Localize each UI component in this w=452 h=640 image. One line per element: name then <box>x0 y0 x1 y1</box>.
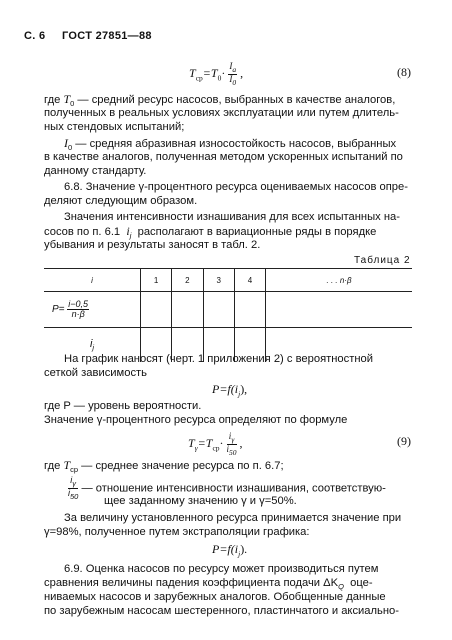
definition-t0: где $T_0$ — средний ресурс насосов, выбранных в качестве аналогов, <box>44 92 396 109</box>
standard-number: ГОСТ 27851—88 <box>62 30 152 42</box>
definition-i0: $I_0$ — средняя абразивная износостойкость насосов, выбранных <box>64 136 397 153</box>
table-row <box>44 292 412 328</box>
definition-i0-line3: данному стандарту. <box>44 165 147 177</box>
table-header-cell: 3 <box>203 269 234 292</box>
definition-tcp: где $T_{ср}$ — среднее значение ресурса по п. 6.7; <box>44 458 284 475</box>
clause-6-9-line4: по зарубежным насосам шестеренного, пластинчатого и аксиально- <box>44 605 399 617</box>
table-cell <box>234 292 265 328</box>
definition-t0-line3: ных стендовых испытаний; <box>44 121 185 133</box>
clause-6-9: 6.9. Оценка насосов по ресурсу может производиться путем <box>64 563 379 575</box>
paragraph-values-line3: убывания и результаты заносят в табл. 2. <box>44 239 261 251</box>
table-header-cell: . . . n·β <box>266 269 412 292</box>
paragraph-graph-line2: сеткой зависимость <box>44 367 148 379</box>
table-header-cell: 2 <box>172 269 203 292</box>
table-p-label: P= $\frac{i-0,5}{n\cdot\beta}$ <box>44 292 141 328</box>
equation-final: $P=f(i_j)$. <box>212 542 248 559</box>
clause-6-8: 6.8. Значение γ-процентного ресурса оцениваемых насосов опре- <box>64 181 408 193</box>
definition-i0-line2: в качестве аналогов, полученная методом ускоренных испытаний по <box>44 151 403 163</box>
table-header-row <box>44 269 412 292</box>
gamma-formula-intro: Значение γ-процентного ресурса определяют по формуле <box>44 414 348 426</box>
clause-6-9-line2: сравнения величины падения коэффициента подачи $\Delta K_Q$ оце- <box>44 577 373 592</box>
equation-number-8: (8) <box>397 65 411 79</box>
table-cell <box>172 292 203 328</box>
table-cell <box>266 292 412 328</box>
definition-t0-line2: полученных в реальных условиях эксплуатации или путем длитель- <box>44 107 399 119</box>
clause-6-8-line2: деляют следующим образом. <box>44 195 198 207</box>
paragraph-established: За величину установленного ресурса принимается значение при <box>64 512 402 524</box>
table-2 <box>44 268 412 362</box>
paragraph-graph: На график наносят (черт. 1 приложения 2) с вероятностной <box>64 353 374 365</box>
page-number: С. 6 <box>24 30 46 42</box>
table-cell <box>141 292 172 328</box>
table-caption: Таблица 2 <box>354 255 411 266</box>
table-header-cell: 1 <box>141 269 172 292</box>
definition-p: где P — уровень вероятности. <box>44 400 202 412</box>
definition-ratio: $\frac{i_\gamma}{i_{50}}$ — отношение интенсивности изнашивания, соответствую- <box>68 475 386 501</box>
definition-ratio-line2: щее заданному значению γ и γ=50%. <box>104 495 297 507</box>
equation-8: $T_{ср}=T_0\cdot$ $\frac{I_а}{I_0}$ , <box>189 61 244 87</box>
table-cell <box>203 292 234 328</box>
equation-number-9: (9) <box>397 434 411 448</box>
paragraph-values-line2: сосов по п. 6.1 $i_j$ располагают в вариационные ряды в порядке <box>44 224 377 241</box>
table-header-cell: 4 <box>234 269 265 292</box>
equation-p: $P=f(i_j)$, <box>212 382 248 399</box>
equation-9: $T_\gamma=T_{ср}\cdot$ $\frac{i_\gamma}{i_{50}}$ , <box>188 431 243 457</box>
table-header-cell: i <box>44 269 141 292</box>
clause-6-9-line3: ниваемых насосов и зарубежных аналогов. Обобщенные данные <box>44 591 386 603</box>
paragraph-values: Значения интенсивности изнашивания для всех испытанных на- <box>64 211 400 223</box>
paragraph-established-line2: γ=98%, полученное путем экстраполяции графика: <box>44 526 310 538</box>
table-i-label: $i_j$ <box>44 328 141 363</box>
